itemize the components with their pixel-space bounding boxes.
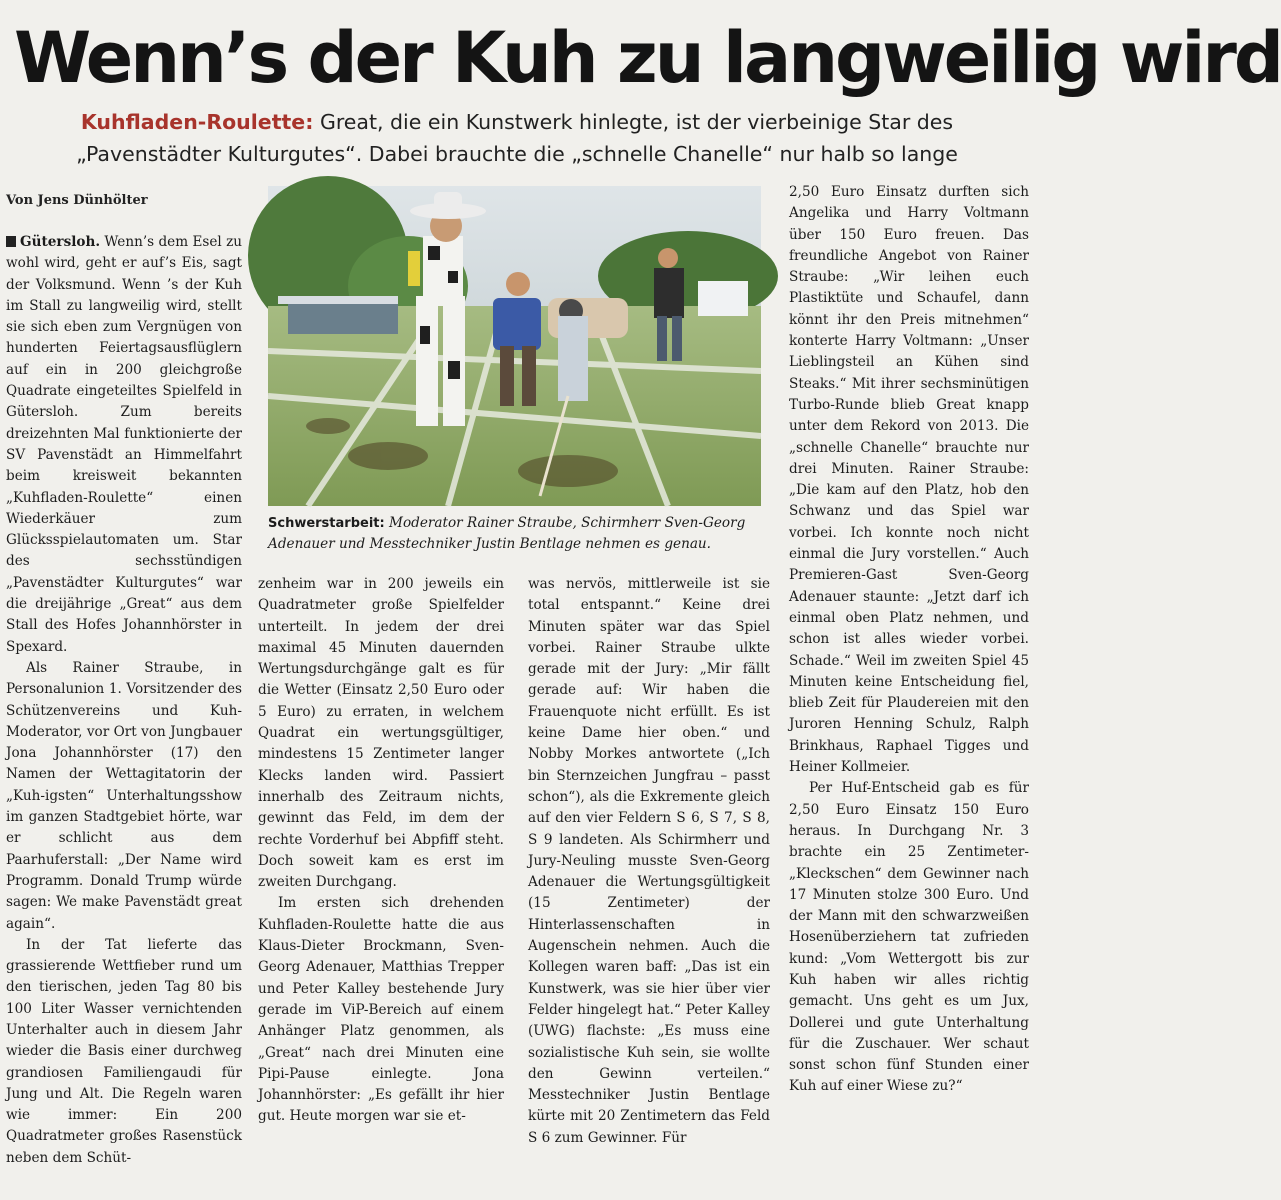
paragraph	[6, 232, 242, 658]
dateline: Gütersloh.	[20, 234, 101, 250]
caption-label: Schwerstarbeit:	[268, 516, 385, 531]
paragraph-text: Wenn’s dem Esel zu wohl wird, geht er auf’s Eis, sagt der Volksmund. Wenn ’s der Kuh im Stall zu langweilig wird, stellt sie sich eben zum Vergnügen von hunderten Feiertagsausflüglern auf ein in 200 gleichgroße Quadrate eingeteiltes Spielfeld in Gütersloh. Zum bereits dreizehnten Mal funktionierte der SV Pavenstädt an Himmelfahrt beim kreisweit bekannten „Kuhfladen-Roulette“ einen Wiederkäuer zum Glücksspielautomaten um. Star des sechsstündigen „Pavenstädter Kulturgutes“ war die dreijährige „Great“ aus dem Stall des Hofes Johannhörster in Spexard.	[6, 234, 242, 655]
article-column-4	[789, 182, 1029, 1098]
subheadline	[22, 106, 1012, 170]
paragraph: In der Tat lieferte das grassierende Wettfieber rund um den tierischen, jeden Tag 80 bis 100 Liter Wasser vernichtenden Unterhalter auch in diesem Jahr wieder die Basis einer durchweg grandiosen Familiengaudi für Jung und Alt. Die Regeln waren wie immer: Ein 200 Quadratmeter großes Rasenstück neben dem Schüt-	[6, 936, 242, 1166]
article-column-1	[6, 232, 242, 1169]
paragraph: Per Huf-Entscheid gab es für 2,50 Euro Einsatz 150 Euro heraus. In Durchgang Nr. 3 brachte ein 25 Zentimeter-„Kleckschen“ dem Gewinner nach 17 Minuten stolze 300 Euro. Und der Mann mit den schwarzweißen Hosenüberziehern tat zufrieden kund: „Vom Wettergott bis zur Kuh haben wir alles richtig gemacht. Uns geht es um Jux, Dollerei und gute Unterhaltung für die Zuschauer. Wer schaut sonst schon fünf Stunden einer Kuh auf einer Wiese zu?“	[789, 780, 1029, 1095]
paragraph: 2,50 Euro Einsatz durften sich Angelika und Harry Voltmann über 150 Euro freuen. Das freundliche Angebot von Rainer Straube: „Wir leihen euch Plastiktüte und Schaufel, dann könnt ihr den Preis mitnehmen“ konterte Harry Voltmann: „Unser Lieblingsteil an Kühen sind Steaks.“ Mit ihrer sechsminütigen Turbo-Runde blieb Great knapp unter dem Rekord von 2013. Die „schnelle Chanelle“ brauchte nur drei Minuten. Rainer Straube: „Die kam auf den Platz, hob den Schwanz und das Spiel war vorbei. Ich konnte noch nicht einmal die Jury vorstellen.“ Auch Premieren-Gast Sven-Georg Adenauer staunte: „Jetzt darf ich einmal oben Platz nehmen, und schon ist alles wieder vorbei. Schade.“ Weil im zweiten Spiel 45 Minuten keine Entscheidung fiel, blieb Zeit für Plaudereien mit den Juroren Henning Schulz, Ralph Brinkhaus, Raphael Tigges und Heiner Kollmeier.	[789, 184, 1029, 776]
bullet-square-icon	[6, 236, 16, 247]
paragraph: was nervös, mittlerweile ist sie total entspannt.“ Keine drei Minuten später war das Spiel vorbei. Rainer Straube ulkte gerade mit der Jury: „Mir fällt gerade auf: Wir haben die Frauenquote nicht erfüllt. Es ist keine Dame hier oben.“ und Nobby Morkes antwortete („Ich bin Sternzeichen Jungfrau – passt schon“), als die Exkremente gleich auf den vier Feldern S 6, S 7, S 8, S 9 landeten. Als Schirmherr und Jury-Neuling musste Sven-Georg Adenauer die Wertungsgültigkeit (15 Zentimeter) der Hinterlassenschaften in Augenschein nehmen. Auch die Kollegen waren baff: „Das ist ein Kunstwerk, was sie hier über vier Felder hingelegt hat.“ Peter Kalley (UWG) flachste: „Es muss eine sozialistische Kuh sein, sie wollte den Gewinn verteilen.“ Messtechniker Justin Bentlage kürte mit 20 Zentimetern das Feld S 6 zum Gewinner. Für	[528, 576, 770, 1146]
subhead-kicker: Kuhfladen-Roulette:	[80, 110, 314, 134]
photo-caption	[268, 513, 768, 555]
paragraph: Im ersten sich drehenden Kuhfladen-Roulette hatte die aus Klaus-Dieter Brockmann, Sven-Georg Adenauer, Matthias Trepper und Peter Kalley bestehende Jury gerade im ViP-Bereich auf einem Anhänger Platz genommen, als „Great“ nach drei Minuten eine Pipi-Pause einlegte. Jona Johannhörster: „Es gefällt ihr hier gut. Heute morgen war sie et-	[258, 895, 504, 1125]
article-photo	[268, 186, 761, 506]
paragraph: Als Rainer Straube, in Personalunion 1. Vorsitzender des Schützenvereins und Kuh-Moderator, vor Ort von Jungbauer Jona Johannhörster (17) den Namen der Wettagitatorin der „Kuh-igsten“ Unterhaltungsshow im ganzen Stadtgebiet hörte, war er schlicht aus dem Paarhuferstall: „Der Name wird Programm. Donald Trump würde sagen: We make Pavenstädt great again“.	[6, 659, 242, 932]
photo-cow-pasture-people-icon	[268, 186, 761, 506]
headline: Wenn’s der Kuh zu langweilig wird	[14, 17, 1281, 99]
caption-text: Moderator Rainer Straube, Schirmherr Sven-Georg Adenauer und Messtechniker Justin Bentlage nehmen es genau.	[268, 515, 746, 552]
byline: Von Jens Dünhölter	[6, 193, 148, 208]
article-column-2	[258, 574, 504, 1128]
subhead-text: Great, die ein Kunstwerk hinlegte, ist der vierbeinige Star des „Pavenstädter Kulturgutes“. Dabei brauchte die „schnelle Chanelle“ nur halb so lange	[76, 110, 958, 166]
article-column-3	[528, 574, 770, 1149]
paragraph: zenheim war in 200 jeweils ein Quadratmeter große Spielfelder unterteilt. In jedem der drei maximal 45 Minuten dauernden Wertungsdurchgänge galt es für die Wetter (Einsatz 2,50 Euro oder 5 Euro) zu erraten, in welchem Quadrat ein wertungsgültiger, mindestens 15 Zentimeter langer Klecks landen wird. Passiert innerhalb des Zeitraum nichts, gewinnt das Feld, im dem der rechte Vorderhuf bei Abpfiff steht. Doch soweit kam es erst im zweiten Durchgang.	[258, 576, 504, 891]
